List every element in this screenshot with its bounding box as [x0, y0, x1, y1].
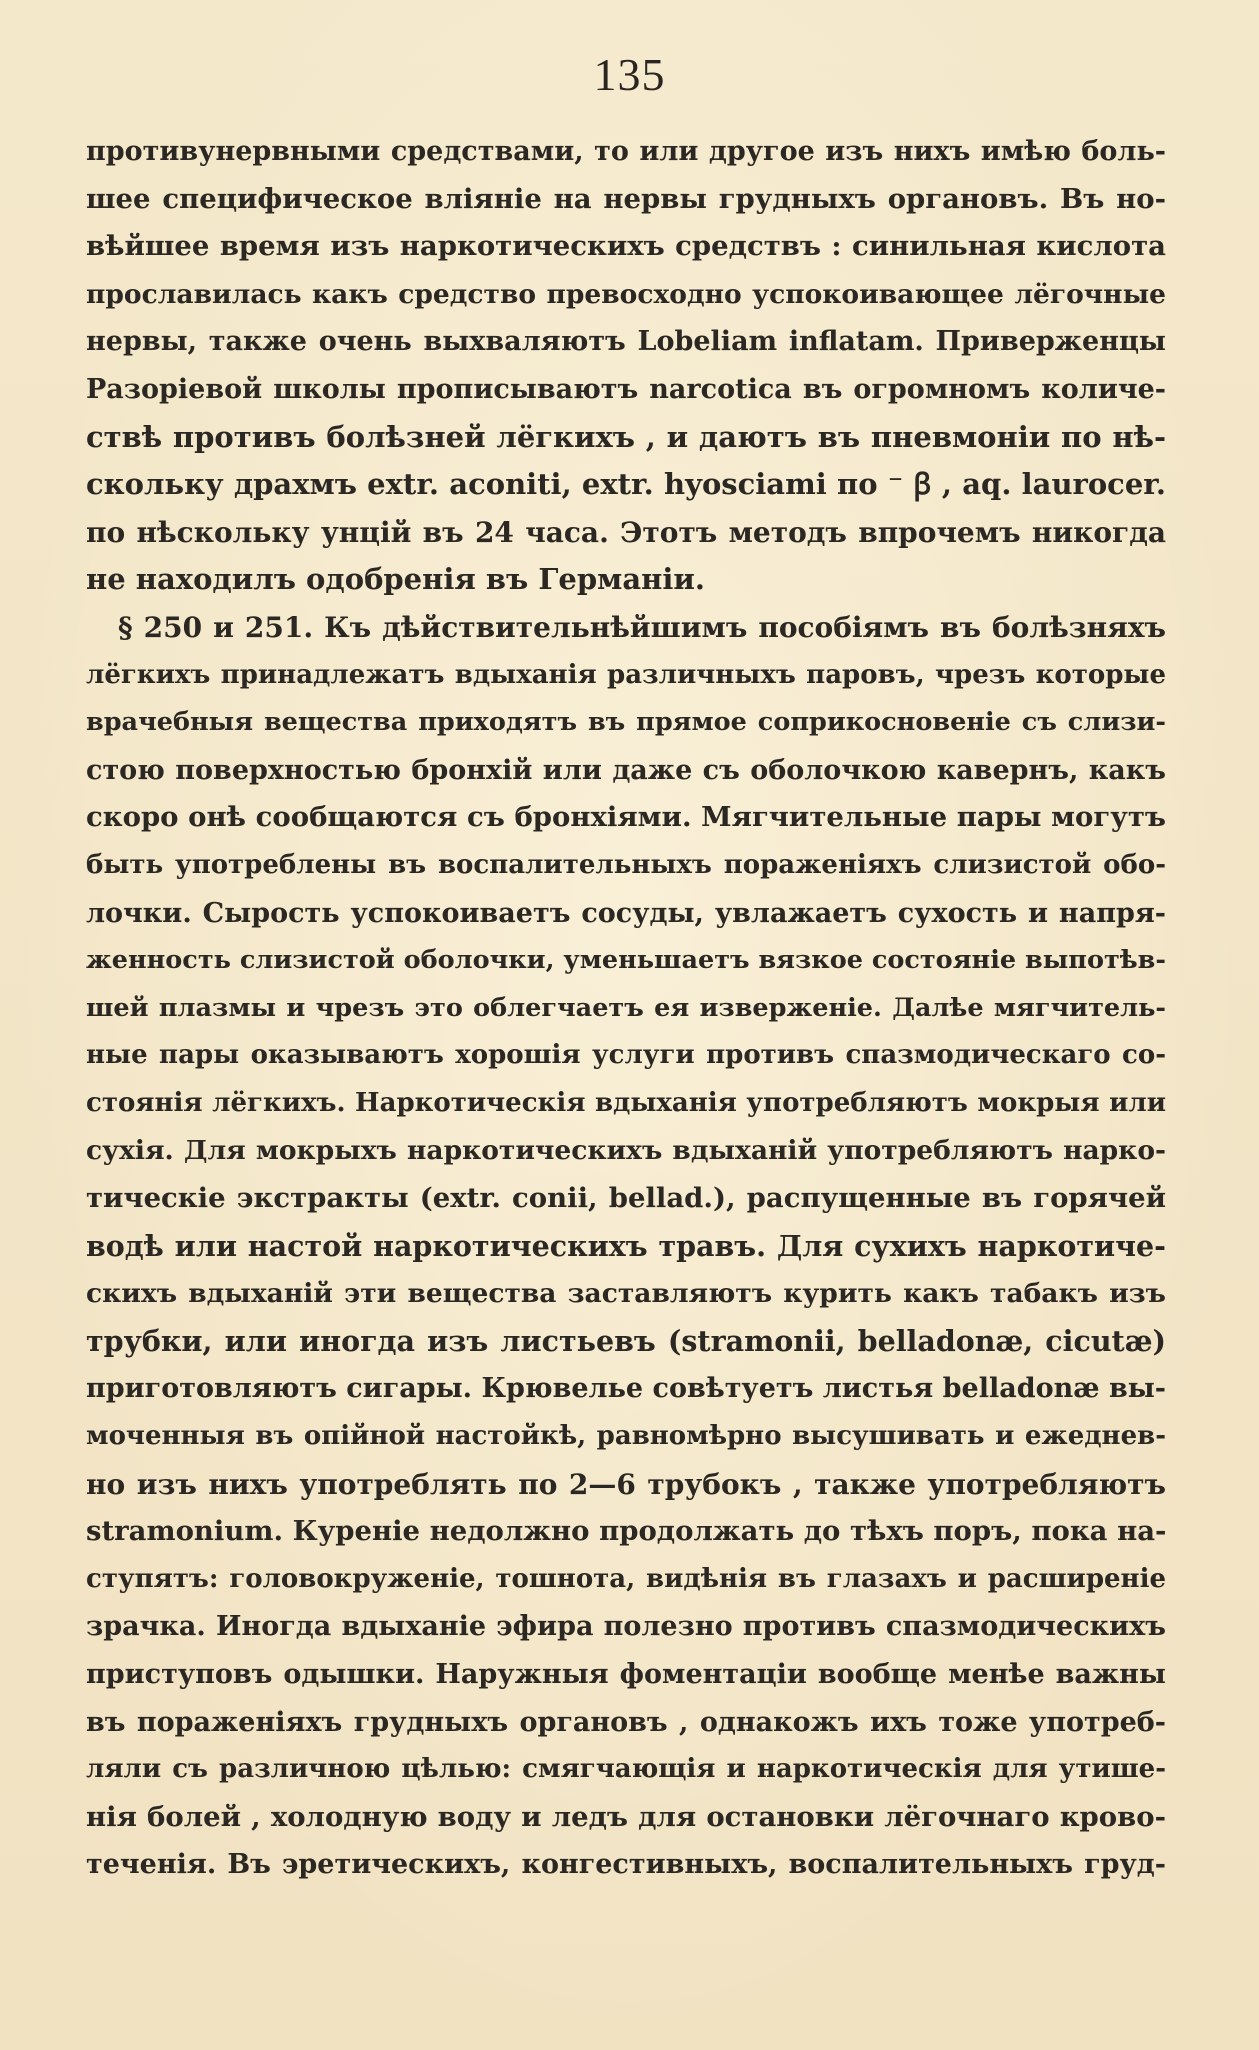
- text-line: зрачка. Иногда вдыханiе эфира полезно противъ спазмодическихъ: [86, 1611, 1166, 1643]
- text-line: стою поверхностью бронхiй или даже съ оболочкою кавернъ, какъ: [86, 754, 1166, 786]
- text-line: водѣ или настой наркотическихъ травъ. Для сухихъ наркотиче-: [86, 1228, 1166, 1263]
- text-line: нiя болей , холодную воду и ледъ для остановки лёгочнаго крово-: [86, 1800, 1166, 1833]
- text-line: ствѣ противъ болѣзней лёгкихъ , и даютъ въ пневмонiи по нѣ-: [86, 419, 1166, 454]
- text-line: скихъ вдыханiй эти вещества заставляютъ курить какъ табакъ изъ: [86, 1278, 1166, 1310]
- text-line: моченныя въ опiйной настойкѣ, равномѣрно высушивать и ежеднев-: [86, 1421, 1166, 1452]
- text-line: шей плазмы и чрезъ это облегчаетъ ея изверженiе. Далѣе мягчитель-: [86, 992, 1166, 1023]
- text-line: лочки. Сырость успокоиваетъ сосуды, увлажаетъ сухость и напря-: [86, 897, 1166, 929]
- text-line: трубки, или иногда изъ листьевъ (stramonii, belladonæ, cicutæ): [86, 1323, 1166, 1358]
- text-line: не находилъ одобренiя въ Германiи.: [86, 562, 705, 597]
- text-line: Разорiевой школы прописываютъ narcotica въ огромномъ количе-: [86, 373, 1166, 405]
- text-line: быть употреблены въ воспалительныхъ пораженiяхъ слизистой обо-: [86, 849, 1166, 880]
- body-text: [86, 128, 1166, 1889]
- text-line: stramonium. Куренiе недолжно продолжать до тѣхъ поръ, пока на-: [86, 1515, 1166, 1548]
- text-line: но изъ нихъ употреблять по 2—6 трубокъ , также употребляютъ: [86, 1467, 1166, 1501]
- text-line: теченiя. Въ эретическихъ, конгестивныхъ, воспалительныхъ груд-: [86, 1849, 1166, 1881]
- text-line: прославилась какъ средство превосходно успокоивающее лёгочные: [86, 278, 1166, 310]
- text-line: ляли съ различною цѣлью: смягчающiя и наркотическiя для утише-: [86, 1754, 1166, 1785]
- text-line: скоро онѣ сообщаются съ бронхiями. Мягчительные пары могутъ: [86, 801, 1166, 834]
- text-line: противунервными средствами, то или другое изъ нихъ имѣю боль-: [86, 136, 1166, 167]
- text-line: въ пораженiяхъ грудныхъ органовъ , однакожъ ихъ тоже употреб-: [86, 1706, 1166, 1738]
- text-line: скольку драхмъ extr. aconiti, extr. hyosciami по ⁻ ꞵ , aq. laurocer.: [86, 467, 1166, 502]
- text-line: вѣйшее время изъ наркотическихъ средствъ : синильная кислота: [86, 230, 1166, 263]
- text-line: ступятъ: головокруженiе, тошнота, видѣнiя въ глазахъ и расширенiе: [86, 1563, 1166, 1594]
- text-line: ные пары оказываютъ хорошiя услуги противъ спазмодическаго со-: [86, 1040, 1166, 1071]
- text-line: женность слизистой оболочки, уменьшаетъ вязкое состоянiе выпотѣв-: [86, 945, 1166, 976]
- page-number: 135: [593, 49, 666, 100]
- text-line: § 250 и 251. Къ дѣйствительнѣйшимъ пособiямъ въ болѣзняхъ: [118, 610, 1166, 644]
- text-line: тическiе экстракты (extr. conii, bellad.), распущенные въ горячей: [86, 1182, 1166, 1215]
- text-line: приступовъ одышки. Наружныя фоментацiи вообще менѣе важны: [86, 1659, 1166, 1690]
- text-line: нервы, также очень выхваляютъ Lobeliam inflatam. Приверженцы: [86, 326, 1166, 358]
- text-line: лёгкихъ принадлежатъ вдыханiя различныхъ паровъ, чрезъ которые: [86, 659, 1166, 690]
- text-line: шее специфическое влiянiе на нервы грудныхъ органовъ. Въ но-: [86, 182, 1166, 215]
- text-line: врачебныя вещества приходятъ въ прямое соприкосновенiе съ слизи-: [86, 707, 1166, 738]
- text-line: сухiя. Для мокрыхъ наркотическихъ вдыханiй употребляютъ нарко-: [86, 1135, 1166, 1167]
- text-line: стоянiя лёгкихъ. Наркотическiя вдыханiя употребляютъ мокрыя или: [86, 1087, 1166, 1118]
- text-line: по нѣскольку унцiй въ 24 часа. Этотъ методъ впрочемъ никогда: [86, 515, 1166, 549]
- text-line: приготовляютъ сигары. Крювелье совѣтуетъ листья belladonæ вы-: [86, 1373, 1166, 1405]
